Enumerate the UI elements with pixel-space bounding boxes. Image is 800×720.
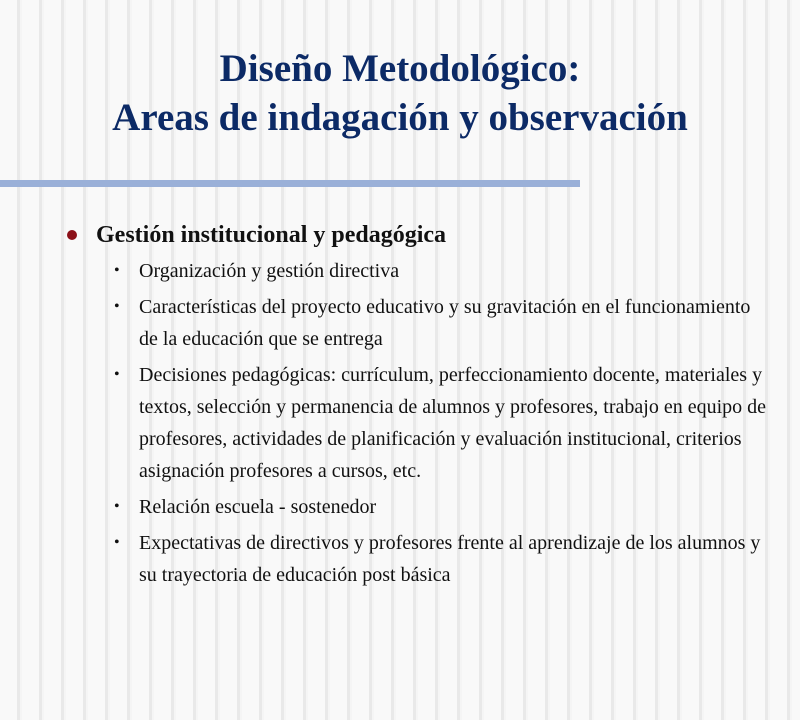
sub-bullet-dot-icon: • [114, 298, 120, 315]
sub-bullet-item [114, 491, 766, 523]
bullet-dot-icon [67, 230, 77, 240]
main-bullet-text: Gestión institucional y pedagógica [96, 222, 447, 248]
sub-bullet-text: Decisiones pedagógicas: currículum, perfeccionamiento docente, materiales y textos, selección y permanencia de alumnos y profesores, trabajo en equipo de profesores, actividades de planificación y evaluación institucional, criterios asignación profesores a cursos, etc. [139, 364, 767, 482]
sub-bullet-item [114, 291, 766, 355]
slide-title-line-2: Areas de indagación y observación [112, 96, 688, 139]
title-divider [0, 180, 580, 187]
sub-bullet-text: Expectativas de directivos y profesores frente al aprendizaje de los alumnos y su trayectoria de educación post básica [139, 532, 761, 586]
sub-bullet-dot-icon: • [114, 262, 120, 279]
sub-bullet-list [68, 255, 766, 591]
sub-bullet-dot-icon: • [114, 366, 120, 383]
sub-bullet-text: Relación escuela - sostenedor [139, 496, 377, 518]
sub-bullet-item [114, 359, 766, 487]
sub-bullet-dot-icon: • [114, 534, 120, 551]
sub-bullet-item [114, 527, 766, 591]
slide-content [66, 215, 766, 595]
sub-bullet-text: Organización y gestión directiva [139, 260, 400, 282]
sub-bullet-item [114, 255, 766, 287]
sub-bullet-dot-icon: • [114, 498, 120, 515]
slide-title [0, 44, 800, 142]
slide-title-line-1: Diseño Metodológico: [219, 47, 581, 90]
sub-bullet-text: Características del proyecto educativo y su gravitación en el funcionamiento de la educación que se entrega [139, 296, 751, 350]
main-bullet-item [66, 215, 766, 255]
